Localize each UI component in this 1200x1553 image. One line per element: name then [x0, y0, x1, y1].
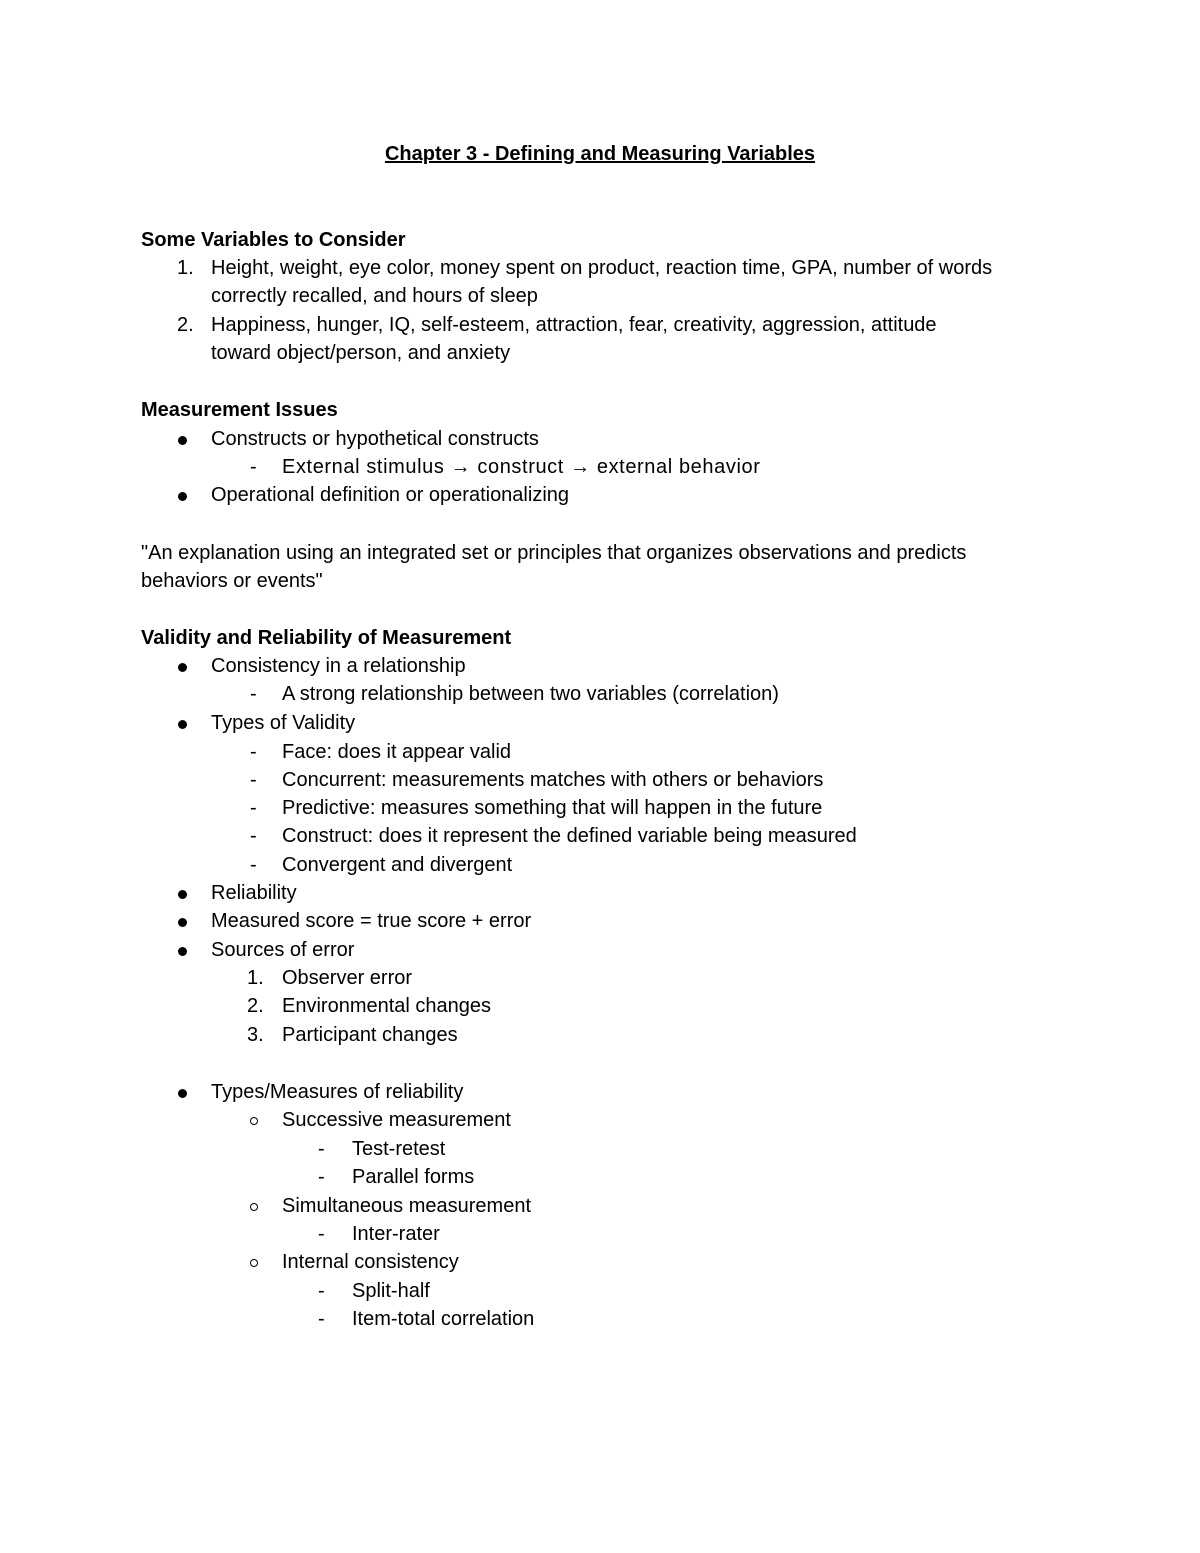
- section-heading-variables: Some Variables to Consider: [141, 229, 406, 251]
- list-item-text: Height, weight, eye color, money spent on product, reaction time, GPA, number of words: [211, 257, 993, 279]
- sub-item-text: Concurrent: measurements matches with others or behaviors: [282, 769, 824, 791]
- list-number: 2.: [177, 314, 194, 336]
- sub-item-text: A strong relationship between two variables (correlation): [282, 683, 779, 705]
- bullet-text: Types of Validity: [211, 712, 356, 734]
- dash-marker: -: [250, 825, 257, 847]
- sub-sub-item-text: Test-retest: [352, 1138, 446, 1160]
- bullet-text: Types/Measures of reliability: [211, 1081, 464, 1103]
- sub-item-text: Face: does it appear valid: [282, 741, 512, 763]
- bullet-dot-icon: [178, 947, 187, 956]
- bullet-dot-icon: [178, 1089, 187, 1098]
- list-item-text: Happiness, hunger, IQ, self-esteem, attraction, fear, creativity, aggression, attitude: [211, 314, 937, 336]
- dash-marker: -: [318, 1138, 325, 1160]
- sub-item-text: Construct: does it represent the defined variable being measured: [282, 825, 857, 847]
- list-number: 1.: [177, 257, 194, 279]
- bullet-text: Consistency in a relationship: [211, 655, 466, 677]
- bullet-text: Reliability: [211, 882, 297, 904]
- sub-item-text: Internal consistency: [282, 1251, 459, 1273]
- dash-marker: -: [318, 1280, 325, 1302]
- bullet-text: Operational definition or operationalizing: [211, 484, 570, 506]
- bullet-dot-icon: [178, 663, 187, 672]
- page-title: Chapter 3 - Defining and Measuring Variables: [384, 143, 816, 165]
- dash-marker: -: [318, 1308, 325, 1330]
- sub-sub-item-text: Inter-rater: [352, 1223, 440, 1245]
- list-number: 3.: [247, 1024, 264, 1046]
- sub-item-text: Simultaneous measurement: [282, 1195, 532, 1217]
- dash-marker: -: [318, 1166, 325, 1188]
- quote-text: behaviors or events": [141, 570, 323, 592]
- dash-marker: -: [250, 741, 257, 763]
- bullet-dot-icon: [178, 492, 187, 501]
- sub-item-text: Convergent and divergent: [282, 854, 513, 876]
- list-number: 2.: [247, 995, 264, 1017]
- dash-marker: -: [250, 456, 257, 478]
- bullet-text: Measured score = true score + error: [211, 910, 532, 932]
- dash-marker: -: [318, 1223, 325, 1245]
- sub-sub-item-text: Item-total correlation: [352, 1308, 535, 1330]
- bullet-dot-icon: [178, 720, 187, 729]
- dash-marker: -: [250, 769, 257, 791]
- list-item-text: correctly recalled, and hours of sleep: [211, 285, 538, 307]
- bullet-ring-icon: [250, 1259, 258, 1267]
- bullet-text: Constructs or hypothetical constructs: [211, 428, 539, 450]
- list-item-text: Participant changes: [282, 1024, 458, 1046]
- dash-marker: -: [250, 683, 257, 705]
- list-item-text: toward object/person, and anxiety: [211, 342, 511, 364]
- bullet-dot-icon: [178, 918, 187, 927]
- section-heading-validity: Validity and Reliability of Measurement: [141, 627, 512, 649]
- section-heading-measurement: Measurement Issues: [141, 399, 338, 421]
- sub-item-text: External stimulus → construct → external behavior: [282, 456, 761, 478]
- bullet-text: Sources of error: [211, 939, 355, 961]
- sub-item-text: Successive measurement: [282, 1109, 511, 1131]
- bullet-dot-icon: [178, 436, 187, 445]
- list-item-text: Environmental changes: [282, 995, 492, 1017]
- list-item-text: Observer error: [282, 967, 413, 989]
- dash-marker: -: [250, 854, 257, 876]
- sub-sub-item-text: Parallel forms: [352, 1166, 475, 1188]
- sub-sub-item-text: Split-half: [352, 1280, 430, 1302]
- list-number: 1.: [247, 967, 264, 989]
- sub-item-text: Predictive: measures something that will happen in the future: [282, 797, 823, 819]
- bullet-ring-icon: [250, 1203, 258, 1211]
- bullet-dot-icon: [178, 890, 187, 899]
- quote-text: "An explanation using an integrated set or principles that organizes observations and predicts: [141, 542, 967, 564]
- dash-marker: -: [250, 797, 257, 819]
- bullet-ring-icon: [250, 1117, 258, 1125]
